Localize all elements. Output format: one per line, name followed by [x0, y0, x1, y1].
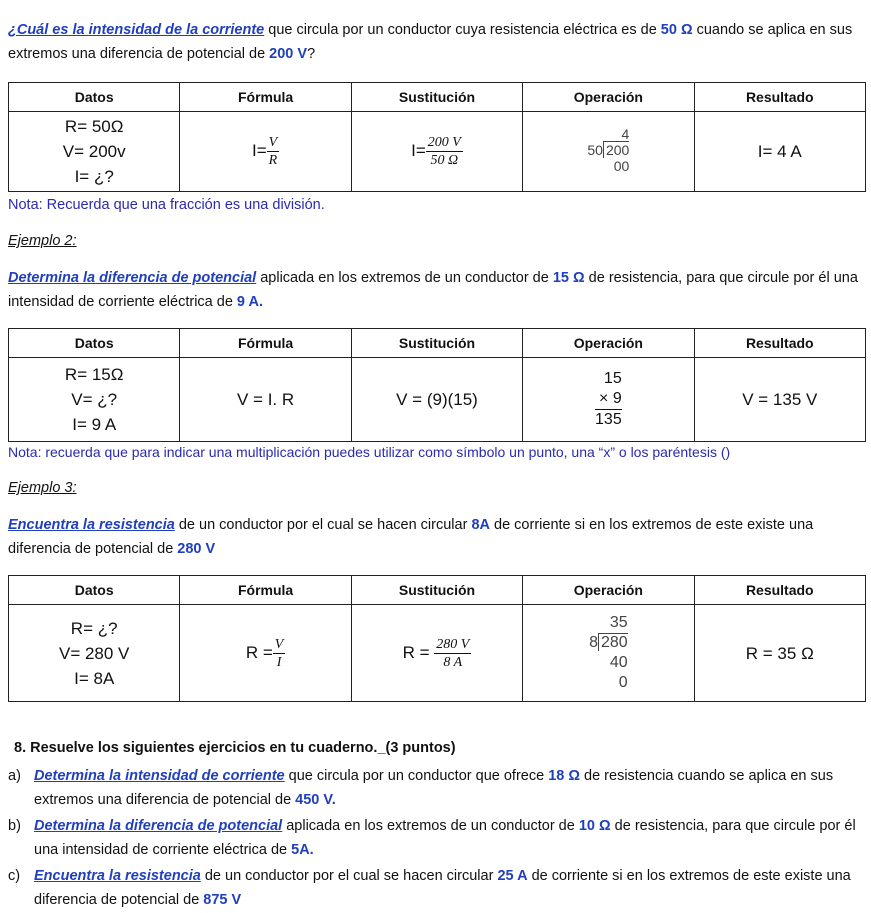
example3-question	[8, 513, 864, 561]
numerator: 200 V	[427, 135, 461, 150]
exercise-item	[8, 764, 864, 812]
sust-lhs: R =	[402, 642, 435, 662]
example1-table	[8, 82, 866, 192]
fraction	[426, 134, 463, 169]
example3-table	[8, 575, 866, 702]
resultado-cell: R = 35 Ω	[694, 605, 865, 702]
example2-table	[8, 328, 866, 442]
dato: R= 15Ω	[64, 365, 124, 384]
example2-label: Ejemplo 2:	[8, 233, 77, 249]
text: aplicada en los extremos de un conductor de	[282, 818, 579, 834]
header: Sustitución	[351, 83, 522, 112]
header: Operación	[523, 329, 694, 358]
denominator: R	[268, 153, 278, 168]
divisor: 50	[587, 141, 603, 158]
value: 15 Ω	[552, 270, 585, 286]
dato: R= 50Ω	[64, 117, 124, 136]
value: 50 Ω	[660, 22, 693, 38]
example1-question	[8, 18, 864, 66]
letter: a)	[8, 768, 21, 784]
emphasis: Encuentra la resistencia	[8, 517, 175, 533]
sustitucion-cell	[351, 112, 522, 192]
nota: Nota: Recuerda que una fracción es una división.	[8, 197, 325, 213]
fraction	[273, 636, 286, 671]
header: Resultado	[694, 576, 865, 605]
formula-cell	[180, 112, 351, 192]
exercise-item	[8, 864, 864, 912]
text: de resistencia, para que circule por él una intensidad de corriente eléctrica de	[34, 818, 856, 858]
emphasis: Determina la intensidad de corriente	[34, 768, 285, 784]
value: 25 A	[497, 868, 528, 884]
emphasis: Encuentra la resistencia	[34, 868, 201, 884]
denominator: 50 Ω	[430, 153, 459, 168]
exercise-list	[8, 736, 864, 913]
long-division	[587, 126, 629, 174]
denominator: 8 A	[443, 654, 463, 670]
value: 18 Ω	[548, 768, 580, 784]
text: de corriente si en los extremos de este existe una diferencia de potencial de	[8, 517, 814, 557]
product: 135	[595, 410, 622, 428]
text: de resistencia cuando se aplica en sus extremos una diferencia de potencial de	[34, 768, 834, 808]
text: de un conductor por el cual se hacen circular	[174, 517, 472, 533]
dato: V= 200v	[62, 142, 126, 161]
dato: R= ¿?	[70, 618, 118, 638]
remainder: 0	[618, 673, 628, 691]
example2-question	[8, 266, 864, 314]
partial: 40	[609, 653, 628, 671]
dividend: 200	[603, 141, 629, 158]
divisor: 8	[589, 633, 598, 651]
numerator: V	[268, 135, 278, 150]
letter: b)	[8, 818, 21, 834]
dato: I= 8A	[74, 668, 115, 688]
sustitucion-cell	[351, 605, 522, 702]
formula-lhs: I=	[251, 140, 267, 160]
fraction	[267, 134, 280, 169]
nota: Nota: recuerda que para indicar una multiplicación puedes utilizar como símbolo un punto, una “x” o los paréntesis ()	[8, 444, 731, 460]
datos-cell	[9, 112, 180, 192]
value: 10 Ω	[578, 818, 611, 834]
exercise-item	[8, 814, 864, 862]
formula-cell	[180, 605, 351, 702]
operacion-cell	[523, 358, 694, 442]
factor: × 9	[595, 389, 622, 410]
value: 450 V.	[295, 792, 336, 808]
header: Resultado	[694, 329, 865, 358]
numerator: 280 V	[436, 636, 470, 652]
header: Operación	[523, 83, 694, 112]
text: aplicada en los extremos de un conductor de	[256, 270, 553, 286]
sustitucion-cell: V = (9)(15)	[351, 358, 522, 442]
dato: I= ¿?	[74, 167, 114, 186]
numerator: V	[274, 636, 284, 652]
denominator: I	[276, 654, 282, 670]
dividend: 280	[598, 633, 628, 651]
formula-lhs: R =	[245, 642, 273, 662]
dato: I= 9 A	[72, 415, 117, 434]
value: 8A	[471, 517, 490, 533]
text: ?	[307, 46, 316, 62]
text: que circula por un conductor cuya resistencia eléctrica es de	[264, 22, 661, 38]
dato: V= 280 V	[58, 643, 130, 663]
operacion-cell	[523, 605, 694, 702]
emphasis: Determina la diferencia de potencial	[34, 818, 283, 834]
sust-lhs: I=	[411, 140, 426, 160]
header: Fórmula	[180, 329, 351, 358]
remainder: 00	[613, 157, 630, 174]
resultado-cell: V = 135 V	[694, 358, 865, 442]
header: Datos	[9, 576, 180, 605]
text: de corriente si en los extremos de este existe una diferencia de potencial de	[34, 868, 851, 908]
value: 9 A.	[236, 294, 263, 310]
example3-label: Ejemplo 3:	[8, 480, 77, 496]
header: Resultado	[694, 83, 865, 112]
quotient: 35	[609, 613, 628, 631]
header: Sustitución	[351, 576, 522, 605]
exercise-title: 8. Resuelve los siguientes ejercicios en tu cuaderno._(3 puntos)	[14, 740, 456, 756]
quotient: 4	[621, 125, 630, 142]
formula-cell: V = I. R	[180, 358, 351, 442]
header: Fórmula	[180, 83, 351, 112]
header: Operación	[523, 576, 694, 605]
datos-cell	[9, 605, 180, 702]
text: de resistencia, para que circule por él una intensidad de corriente eléctrica de	[8, 270, 858, 310]
value: 5A.	[291, 842, 314, 858]
letter: c)	[8, 868, 21, 884]
datos-cell	[9, 358, 180, 442]
header: Fórmula	[180, 576, 351, 605]
header: Datos	[9, 83, 180, 112]
value: 200 V	[269, 46, 308, 62]
text: de un conductor por el cual se hacen circular	[200, 868, 498, 884]
value: 280 V	[177, 541, 216, 557]
text: que circula por un conductor que ofrece	[284, 768, 549, 784]
factor: 15	[603, 369, 622, 387]
header: Sustitución	[351, 329, 522, 358]
text: cuando se aplica en sus extremos una diferencia de potencial de	[8, 22, 853, 62]
header: Datos	[9, 329, 180, 358]
value: 875 V	[203, 892, 242, 908]
operacion-cell	[523, 112, 694, 192]
emphasis: ¿Cuál es la intensidad de la corriente	[8, 22, 265, 38]
fraction	[434, 636, 471, 671]
resultado-cell: I= 4 A	[694, 112, 865, 192]
long-division	[589, 613, 628, 693]
emphasis: Determina la diferencia de potencial	[8, 270, 257, 286]
dato: V= ¿?	[71, 390, 118, 409]
